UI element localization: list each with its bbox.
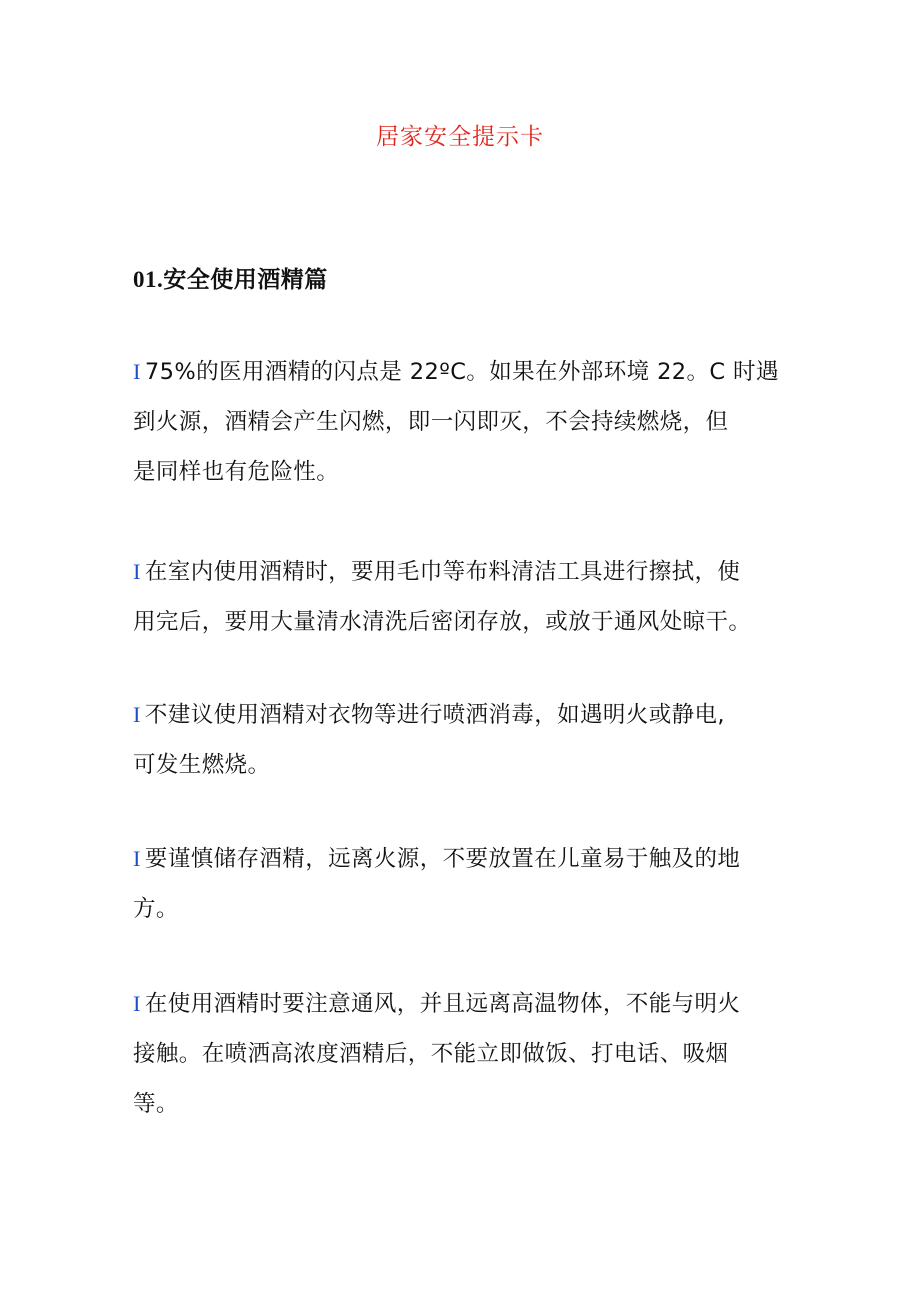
section-heading xyxy=(133,261,328,294)
paragraph-line: 方。 xyxy=(133,896,179,922)
paragraph-line xyxy=(133,979,793,1029)
paragraph-line-text: 不建议使用酒精对衣物等进行喷洒消毒，如遇明火或静电, xyxy=(144,702,725,728)
bullet-marker: I xyxy=(133,359,141,384)
paragraph-line-text: 75%的医用酒精的闪点是 22ºC。如果在外部环境 22。C 时遇 xyxy=(144,359,779,385)
paragraph-line: 是同样也有危险性。 xyxy=(133,459,340,485)
paragraph-3 xyxy=(133,690,793,790)
paragraph-line-text: 在使用酒精时要注意通风，并且远离高温物体，不能与明火 xyxy=(144,991,741,1017)
bullet-marker: I xyxy=(133,559,141,584)
paragraph-line: 接触。在喷洒高浓度酒精后，不能立即做饭、打电话、吸烟 xyxy=(133,1041,729,1067)
document-title: 居家安全提示卡 xyxy=(376,124,544,150)
paragraph-4 xyxy=(133,834,793,934)
paragraph-line-text: 要谨慎储存酒精，远离火源，不要放置在儿童易于触及的地 xyxy=(144,846,741,872)
bullet-marker: I xyxy=(133,846,141,871)
section-number: 01. xyxy=(133,267,164,292)
paragraph-line xyxy=(133,347,793,397)
bullet-marker: I xyxy=(133,991,141,1016)
paragraph-2 xyxy=(133,547,793,647)
paragraph-line: 用完后，要用大量清水清洗后密闭存放，或放于通风处晾干。 xyxy=(133,609,752,635)
paragraph-line: 可发生燃烧。 xyxy=(133,752,271,778)
section-heading-text: 安全使用酒精篇 xyxy=(163,267,328,293)
paragraph-line-text: 在室内使用酒精时，要用毛巾等布料清洁工具进行擦拭，使 xyxy=(144,559,741,585)
paragraph-5 xyxy=(133,979,793,1129)
paragraph-line xyxy=(133,834,793,884)
paragraph-line: 等。 xyxy=(133,1091,179,1117)
paragraph-1 xyxy=(133,347,793,497)
paragraph-line: 到火源，酒精会产生闪燃，即一闪即灭，不会持续燃烧，但 xyxy=(133,409,729,435)
paragraph-line xyxy=(133,547,793,597)
bullet-marker: I xyxy=(133,702,141,727)
paragraph-line xyxy=(133,690,793,740)
